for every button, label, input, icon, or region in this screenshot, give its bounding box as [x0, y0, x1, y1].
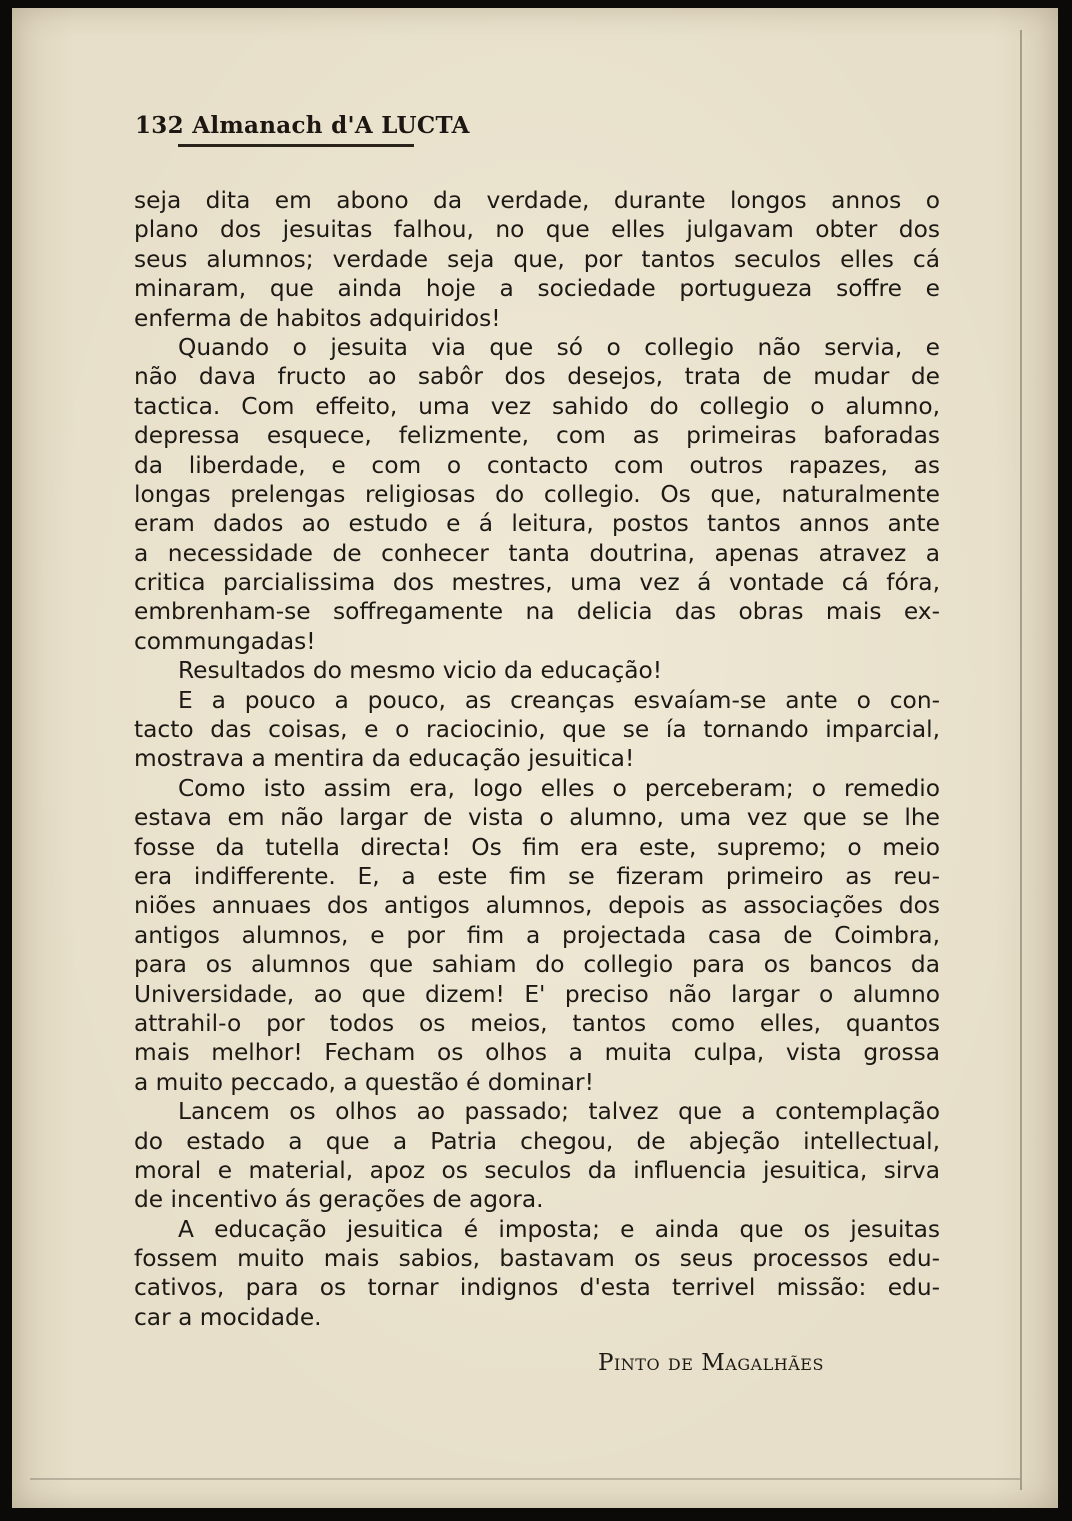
text-line: Universidade, ao que dizem! E' preciso não largar o alumno [134, 980, 940, 1008]
header-underline [178, 144, 414, 147]
text-line: niões annuaes dos antigos alumnos, depois as associações dos [134, 892, 940, 920]
text-line: era indifferente. E, a este fim se fizeram primeiro as reu- [134, 862, 940, 890]
text-line: eram dados ao estudo e á leitura, postos tantos annos ante [134, 510, 940, 538]
text-line: fosse da tutella directa! Os fim era este, supremo; o meio [134, 833, 940, 861]
text-line: cativos, para os tornar indignos d'esta terrivel missão: edu- [134, 1274, 940, 1302]
text-line: tactica. Com effeito, uma vez sahido do collegio o alumno, [134, 392, 940, 420]
paragraph-start-line: Lancem os olhos ao passado; talvez que a contemplação [178, 1098, 940, 1126]
paragraph-start-line: E a pouco a pouco, as creanças esvaíam-se ante o con- [178, 686, 940, 714]
text-line: seus alumnos; verdade seja que, por tantos seculos elles cá [134, 245, 940, 273]
text-line: attrahil-o por todos os meios, tantos como elles, quantos [134, 1009, 940, 1037]
text-line: car a mocidade. [134, 1303, 322, 1331]
text-line: não dava fructo ao sabôr dos desejos, trata de mudar de [134, 363, 940, 391]
text-line: moral e material, apoz os seculos da influencia jesuitica, sirva [134, 1156, 940, 1184]
text-line: da liberdade, e com o contacto com outros rapazes, as [134, 451, 940, 479]
text-line: plano dos jesuitas falhou, no que elles julgavam obter dos [134, 216, 940, 244]
text-line: critica parcialissima dos mestres, uma vez á vontade cá fóra, [134, 569, 940, 597]
text-line: seja dita em abono da verdade, durante longos annos o [134, 187, 940, 214]
text-line: depressa esquece, felizmente, com as primeiras baforadas [134, 422, 940, 450]
article-body [134, 186, 940, 1332]
text-line: tacto das coisas, e o raciocinio, que se ía tornando imparcial, [134, 716, 940, 744]
text-line: commungadas! [134, 627, 316, 655]
text-line: estava em não largar de vista o alumno, uma vez que se lhe [134, 804, 940, 832]
paragraph-start-line: Como isto assim era, logo elles o perceberam; o remedio [178, 774, 940, 802]
text-line: minaram, que ainda hoje a sociedade portugueza soffre e [134, 275, 940, 303]
page-edge-line [1020, 30, 1022, 1490]
text-line: fossem muito mais sabios, bastavam os seus processos edu- [134, 1245, 940, 1273]
text-line: a necessidade de conhecer tanta doutrina, apenas atravez a [134, 539, 940, 567]
paragraph-start-line: Resultados do mesmo vicio da educação! [178, 657, 663, 685]
author-signature: Pinto de Magalhães [598, 1350, 824, 1376]
paragraph-start-line: Quando o jesuita via que só o collegio não servia, e [178, 333, 940, 361]
text-line: enferma de habitos adquiridos! [134, 304, 501, 332]
text-line: do estado a que a Patria chegou, de abjeção intellectual, [134, 1127, 940, 1155]
running-header [135, 112, 470, 139]
text-line: mais melhor! Fecham os olhos a muita culpa, vista grossa [134, 1039, 940, 1067]
publication-title: Almanach d'A LUCTA [192, 112, 470, 139]
page-number: 132 [135, 112, 184, 139]
text-line: a muito peccado, a questão é dominar! [134, 1068, 594, 1096]
text-line: para os alumnos que sahiam do collegio para os bancos da [134, 951, 940, 979]
page-bottom-line [30, 1478, 1020, 1480]
text-line: embrenham-se soffregamente na delicia das obras mais ex- [134, 598, 940, 626]
paragraph-start-line: A educação jesuitica é imposta; e ainda que os jesuitas [178, 1215, 940, 1243]
text-line: mostrava a mentira da educação jesuitica! [134, 745, 635, 773]
text-line: de incentivo ás gerações de agora. [134, 1186, 544, 1214]
text-line: antigos alumnos, e por fim a projectada casa de Coimbra, [134, 921, 940, 949]
text-line: longas prelengas religiosas do collegio. Os que, naturalmente [134, 480, 940, 508]
